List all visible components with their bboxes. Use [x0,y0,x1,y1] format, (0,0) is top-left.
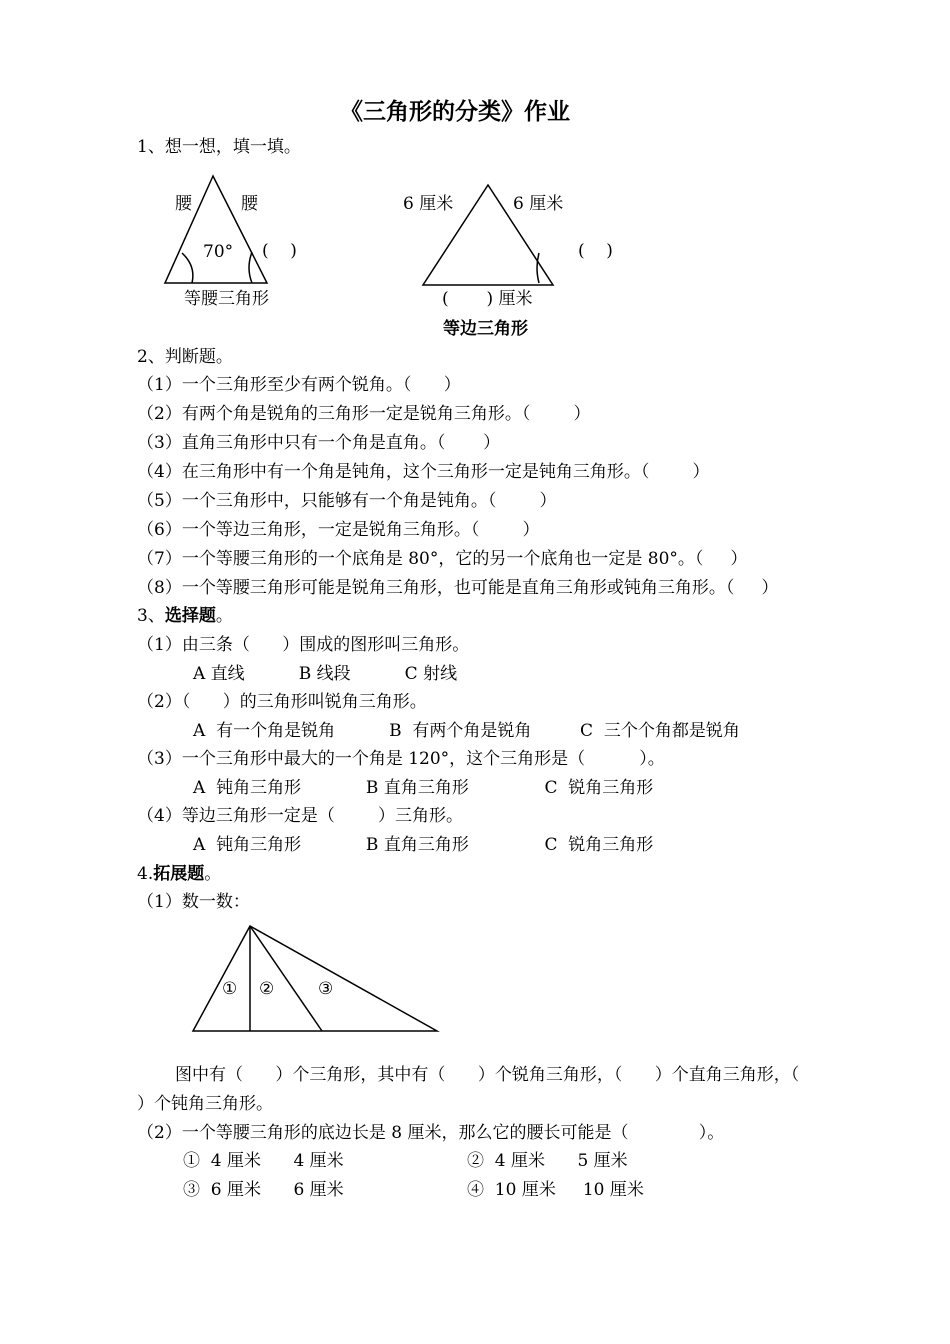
region-label-2: ② [259,979,275,999]
judge-item-4: （4）在三角形中有一个角是钝角，这个三角形一定是钝角三角形。（ ） [137,462,710,482]
fig1-right-side-label: 腰 [241,194,258,214]
page-title: 《三角形的分类》作业 [340,99,570,125]
q1-heading: 1、想一想，填一填。 [137,137,301,157]
region-label-3: ③ [318,979,334,999]
q3-heading: 3、选择题。 [137,606,233,626]
count-question-line2: ）个钝角三角形。 [137,1094,273,1114]
q4-heading: 4.拓展题。 [137,864,222,884]
fig1-caption: 等腰三角形 [184,289,269,309]
fig2-left-side-label: 6 厘米 [403,194,454,214]
fig1-angle-blank[interactable]: ( ) [262,241,297,261]
choice-question-4: （4）等边三角形一定是（ ）三角形。 [137,806,464,826]
judge-item-6: （6）一个等边三角形，一定是锐角三角形。（ ） [137,520,540,540]
choice-question-1: （1）由三条（ ）围成的图形叫三角形。 [137,635,470,655]
fig2-angle-blank[interactable]: ( ) [578,241,613,261]
fig1-left-side-label: 腰 [175,194,192,214]
angle-arc-right [249,252,252,283]
angle-arc-left [182,253,193,283]
choice-options-3: A 钝角三角形 B 直角三角形 C 锐角三角形 [193,778,654,798]
fig2-right-side-label: 6 厘米 [513,194,564,214]
q2-heading: 2、判断题。 [137,347,233,367]
angle-mark-right [537,253,539,283]
choice-options-2: A 有一个角是锐角 B 有两个角是锐角 C 三个个角都是锐角 [193,721,740,741]
leg-option-3: ③ 6 厘米 6 厘米 [183,1180,344,1200]
judge-item-3: （3）直角三角形中只有一个角是直角。（ ） [137,433,501,453]
fig1-angle-label: 70° [203,242,234,262]
leg-option-4: ④ 10 厘米 10 厘米 [467,1180,644,1200]
leg-option-1: ① 4 厘米 4 厘米 [183,1151,344,1171]
judge-item-1: （1）一个三角形至少有两个锐角。（ ） [137,375,461,395]
choice-options-4: A 钝角三角形 B 直角三角形 C 锐角三角形 [193,835,654,855]
q4-sub1: （1）数一数： [137,892,250,912]
judge-item-8: （8）一个等腰三角形可能是锐角三角形，也可能是直角三角形或钝角三角形。（ ） [137,578,779,598]
leg-option-2: ② 4 厘米 5 厘米 [467,1151,628,1171]
fig2-base-blank[interactable]: ( ) 厘米 [442,289,533,309]
choice-question-2: （2）（ ）的三角形叫锐角三角形。 [137,692,427,712]
region-label-1: ① [222,979,238,999]
judge-item-7: （7）一个等腰三角形的一个底角是 80°，它的另一个底角也一定是 80°。（ ） [137,549,748,569]
choice-options-1: A 直线 B 线段 C 射线 [193,664,458,684]
choice-question-3: （3）一个三角形中最大的一个角是 120°，这个三角形是（ ）。 [137,749,665,769]
q4-sub2: （2）一个等腰三角形的底边长是 8 厘米，那么它的腰长可能是（ ）。 [137,1123,725,1143]
fig2-caption: 等边三角形 [443,319,528,339]
judge-item-2: （2）有两个角是锐角的三角形一定是锐角三角形。（ ） [137,404,591,424]
judge-item-5: （5）一个三角形中，只能够有一个角是钝角。（ ） [137,491,557,511]
count-question-line1: 图中有（ ）个三角形，其中有（ ）个锐角三角形，（ ）个直角三角形，（ [175,1065,800,1085]
